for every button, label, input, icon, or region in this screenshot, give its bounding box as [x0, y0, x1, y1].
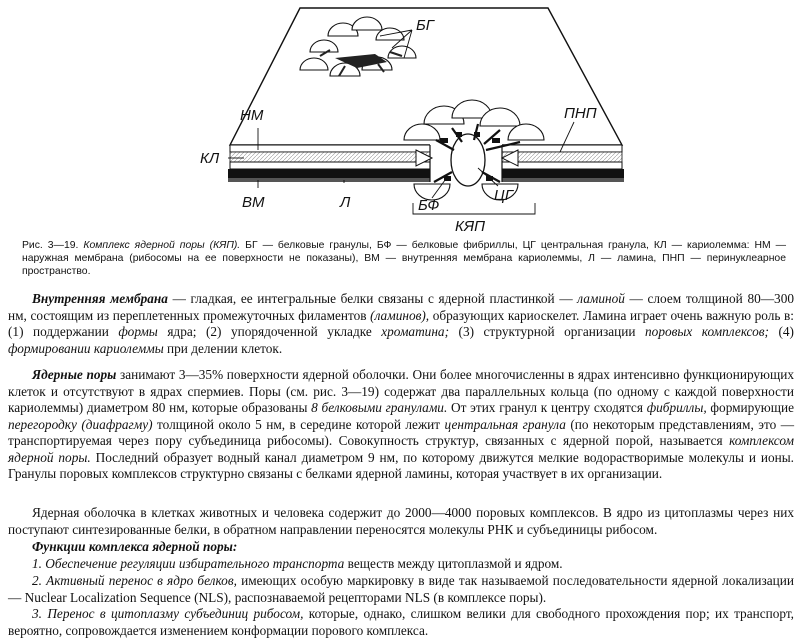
term-pore-complex: комплексом ядерной поры.	[8, 433, 794, 465]
label-bg: БГ	[416, 17, 434, 34]
item-emphasis: Перенос в цитоплазму субъединиц рибосом,	[41, 606, 304, 621]
function-item-1	[8, 556, 794, 573]
item-emphasis: Обеспечение регуляции избирательного транспорта	[41, 556, 345, 571]
paragraph-inner-membrane	[8, 291, 794, 357]
caption-title: Комплекс ядерной поры (КЯП).	[83, 240, 241, 251]
figure-caption	[22, 239, 786, 278]
functions-heading	[8, 539, 794, 556]
item-text: имеющих особую маркировку в виде так называемой последовательности ядерной локализации — Nuclear Localization Sequence (NLS), распознаваемой рецепторами NLS (в комплексе поры).	[8, 573, 794, 605]
caption-body: БГ — белковые гранулы, БФ — белковые фибриллы, ЦГ центральная гранула, КЛ — кариолемма: НМ — наружная мембрана (рибосомы на ее поверхности не показаны), ВМ — внутренняя мембрана кариолеммы, Л — ламина, ПНП — перинуклеарное пространство.	[22, 240, 786, 277]
term-lamina: ламиной	[577, 291, 625, 306]
term-protein-granules: 8 белковыми гранулами.	[311, 400, 448, 415]
term-central-granule: центральная гранула	[444, 416, 566, 432]
term-karyolemma-formation: формировании кариолеммы	[8, 340, 164, 356]
text-run: От этих гранул к центру сходятся	[447, 400, 647, 415]
term-pore-complexes: поровых комплексов;	[645, 324, 769, 339]
label-bf: БФ	[418, 197, 440, 214]
text-run: толщиной около 5 нм, в середине которой лежит	[152, 416, 445, 432]
text-run: занимают 3—35% поверхности ядерной оболочки. Они более многочисленны в ядрах интенсивно функционирующих клеток и отсутствуют в ядрах спермиев. Поры (см. рис. 3—19) содержат два параллельных кольца (по одному с каждой поверхности кариолеммы) диаметром 80 нм, которые образованы	[8, 367, 794, 415]
item-number: 2.	[32, 573, 42, 588]
text-run: — слоем толщиной 80—300 нм, состоящим из переплетенных промежуточных филаментов	[8, 291, 794, 323]
function-item-2	[8, 573, 794, 606]
label-l: Л	[340, 194, 351, 211]
text-run: (3) структурной организации	[449, 324, 646, 339]
text-run: — гладкая, ее интегральные белки связаны с ядерной пластинкой —	[167, 291, 578, 306]
text-run: образующих кариоскелет. Ламина играет очень важную роль в: (1) поддержании	[8, 307, 795, 339]
paragraph-pore-count: Ядерная оболочка в клетках животных и человека содержит до 2000—4000 поровых комплексов. В ядро из цитоплазмы через них поступают синтезированные белки, в обратном направлении переносятся молекулы РНК и субъединицы рибосом.	[8, 505, 794, 537]
item-text: которые, однако, слишком велики для свободного прохождения пор; их транспорт, вероятно, сопровождается изменением конформации порового комплекса.	[8, 606, 794, 638]
label-cg: ЦГ	[494, 187, 514, 204]
paragraph-nuclear-pores	[8, 367, 794, 483]
label-nm: НМ	[240, 107, 264, 124]
text-run: при делении клеток.	[163, 340, 283, 356]
item-text: веществ между цитоплазмой и ядром.	[344, 556, 563, 571]
text-run: Последний образует водный канал диаметром 9 нм, по которому движутся мелкие водорастворимые молекулы и ионы. Гранулы поровых комплексов структурно связаны с белками ядерной ламины, которая участвует в их организации.	[8, 449, 794, 481]
term-inner-membrane: Внутренняя мембрана	[32, 291, 168, 306]
item-emphasis: Активный перенос в ядро белков,	[41, 573, 237, 588]
function-item-3	[8, 606, 794, 639]
caption-prefix: Рис. 3—19.	[22, 240, 84, 251]
text-run: ядра; (2) упорядоченной укладке	[157, 324, 382, 339]
lamina-layer	[228, 169, 624, 182]
term-fibrils: фибриллы,	[646, 400, 707, 415]
label-pnp: ПНП	[564, 105, 597, 122]
label-vm: ВМ	[242, 194, 265, 211]
inner-membrane-layer	[230, 162, 622, 169]
item-number: 1.	[32, 556, 42, 571]
functions-heading-text: Функции комплекса ядерной поры:	[32, 539, 238, 554]
term-chromatin: хроматина;	[381, 324, 450, 339]
text-run: формирующие	[706, 400, 794, 415]
text-run: (по некоторым представлениям, это — транспортируемая через пору субъединица рибосомы). Совокупность структур, связанных с ядерной порой, называется	[8, 416, 795, 448]
text-run: (4)	[768, 324, 794, 339]
item-number: 3.	[32, 606, 42, 621]
term-shape: формы	[118, 324, 158, 339]
label-kyap: КЯП	[455, 218, 485, 235]
pore-complex-figure	[0, 0, 803, 240]
term-nuclear-pores: Ядерные поры	[32, 367, 117, 382]
label-kl: КЛ	[200, 150, 220, 167]
term-lamins: (ламинов),	[370, 307, 430, 323]
term-diaphragm: перегородку (диафрагму)	[8, 416, 153, 432]
